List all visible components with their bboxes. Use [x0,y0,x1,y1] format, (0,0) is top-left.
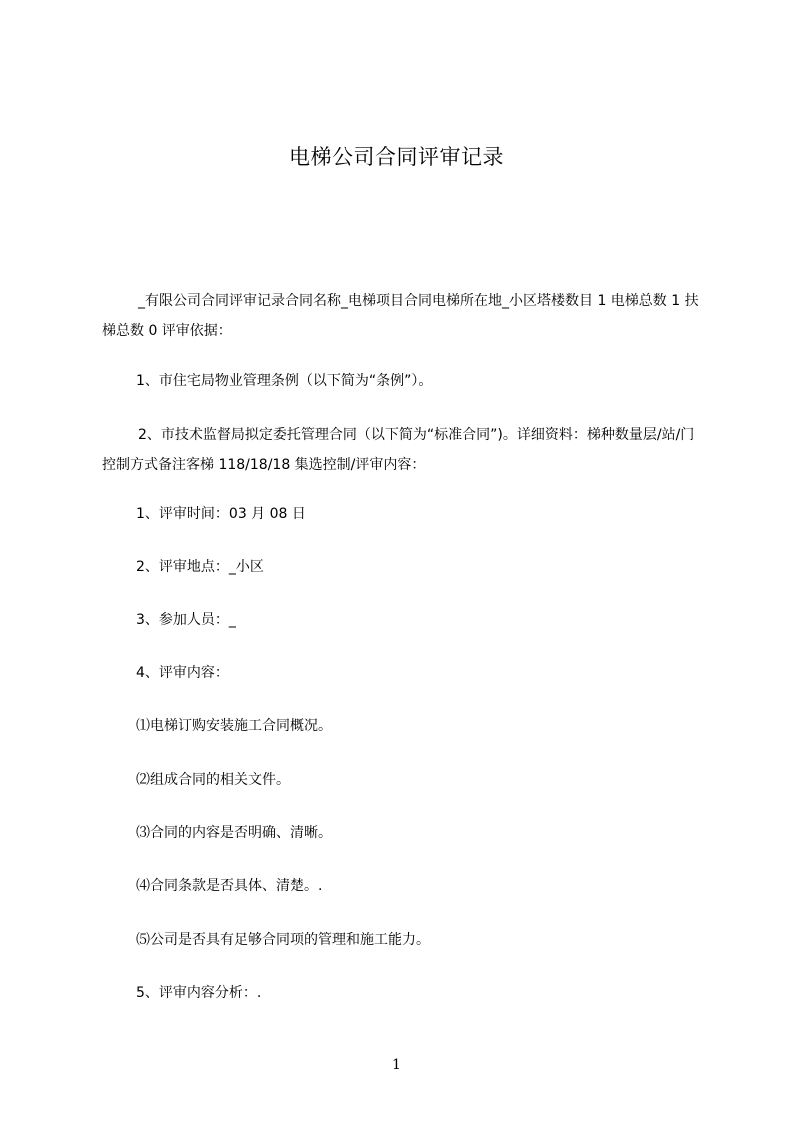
review-content-item-2: ⑵组成合同的相关文件。 [136,772,290,788]
document-title: 电梯公司合同评审记录 [289,145,504,169]
page-number: 1 [392,1057,401,1073]
basis-item-1: 1、市住宅局物业管理条例（以下简为“条例”）。 [136,373,433,389]
paragraph-intro: _有限公司合同评审记录合同名称_电梯项目合同电梯所在地_小区塔楼数目 1 电梯总数 1 扶梯总数 0 评审依据： [102,293,699,339]
review-content-item-1: ⑴电梯订购安装施工合同概况。 [136,718,332,734]
review-location: 2、评审地点：_小区 [136,559,264,575]
review-content-item-3: ⑶合同的内容是否明确、清晰。 [136,825,332,841]
review-content-item-4: ⑷合同条款是否具体、清楚。. [136,878,323,894]
basis-item-2: 2、市技术监督局拟定委托管理合同（以下简为“标准合同”)。详细资料：梯种数量层/站/门控制方式备注客梯 118/18/18 集选控制/评审内容： [102,427,695,473]
review-content-item-5: ⑸公司是否具有足够合同项的管理和施工能力。 [136,932,430,948]
review-content-heading: 4、评审内容： [136,665,229,681]
participants: 3、参加人员：_ [136,612,236,628]
review-time: 1、评审时间：03 月 08 日 [136,506,306,522]
review-analysis-heading: 5、评审内容分析：. [136,985,262,1001]
